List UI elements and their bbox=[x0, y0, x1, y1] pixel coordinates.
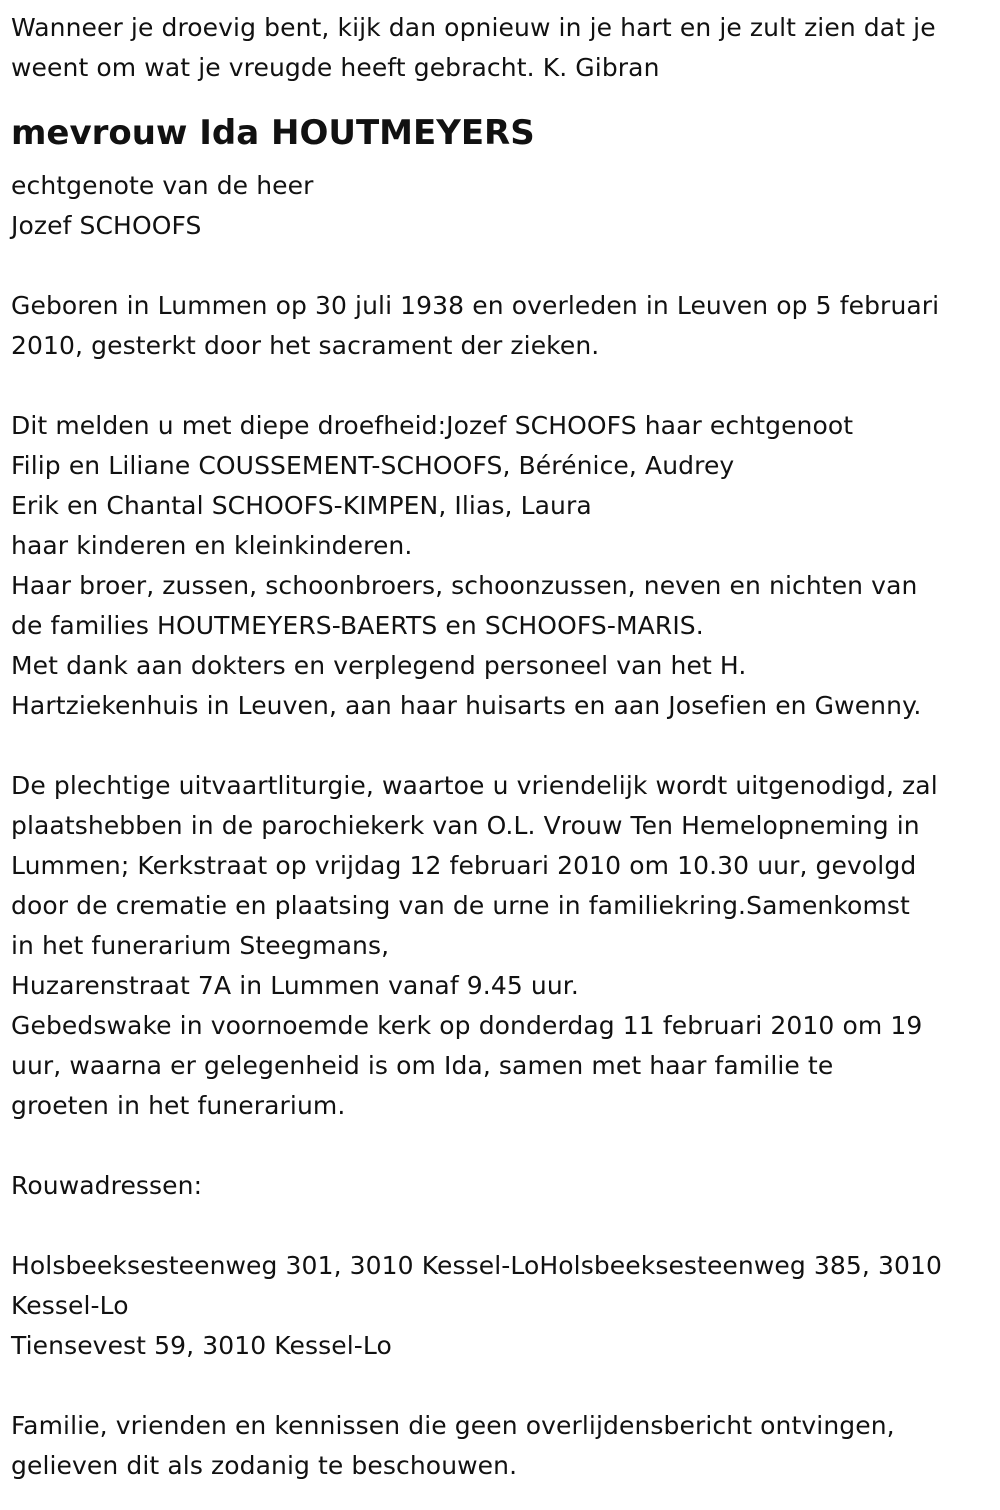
paragraph-line: De plechtige uitvaartliturgie, waartoe u vriendelijk wordt uitgenodigd, zal bbox=[11, 771, 938, 800]
paragraph-line: Haar broer, zussen, schoonbroers, schoonzussen, neven en nichten van bbox=[11, 571, 918, 600]
addresses-list bbox=[11, 1246, 990, 1366]
funeral-paragraph bbox=[11, 766, 990, 1126]
quote bbox=[11, 8, 990, 88]
paragraph-line: door de crematie en plaatsing van de urne in familiekring.Samenkomst bbox=[11, 891, 910, 920]
spacer bbox=[11, 246, 990, 286]
paragraph-line: Erik en Chantal SCHOOFS-KIMPEN, Ilias, Laura bbox=[11, 491, 592, 520]
spacer bbox=[11, 726, 990, 766]
spacer bbox=[11, 366, 990, 406]
spacer bbox=[11, 1366, 990, 1406]
deceased-name: mevrouw Ida HOUTMEYERS bbox=[11, 113, 535, 153]
paragraph-line: Hartziekenhuis in Leuven, aan haar huisarts en aan Josefien en Gwenny. bbox=[11, 691, 922, 720]
paragraph-line: Dit melden u met diepe droefheid:Jozef SCHOOFS haar echtgenoot bbox=[11, 411, 854, 440]
address-line: Holsbeeksesteenweg 301, 3010 Kessel-LoHolsbeeksesteenweg 385, 3010 bbox=[11, 1251, 943, 1280]
paragraph-line: Huzarenstraat 7A in Lummen vanaf 9.45 uur. bbox=[11, 971, 579, 1000]
spouse-line: echtgenote van de heer bbox=[11, 171, 314, 200]
address-line: Tiensevest 59, 3010 Kessel-Lo bbox=[11, 1331, 392, 1360]
paragraph-line: groeten in het funerarium. bbox=[11, 1091, 346, 1120]
spacer bbox=[11, 1206, 990, 1246]
paragraph-line: de families HOUTMEYERS-BAERTS en SCHOOFS-MARIS. bbox=[11, 611, 704, 640]
paragraph-line: Lummen; Kerkstraat op vrijdag 12 februari 2010 om 10.30 uur, gevolgd bbox=[11, 851, 917, 880]
paragraph-line: Filip en Liliane COUSSEMENT-SCHOOFS, Bérénice, Audrey bbox=[11, 451, 735, 480]
paragraph-line: Familie, vrienden en kennissen die geen overlijdensbericht ontvingen, bbox=[11, 1411, 895, 1440]
spouse-info bbox=[11, 166, 990, 246]
paragraph-line: in het funerarium Steegmans, bbox=[11, 931, 390, 960]
paragraph-line: gelieven dit als zodanig te beschouwen. bbox=[11, 1451, 518, 1480]
paragraph-line: Met dank aan dokters en verplegend personeel van het H. bbox=[11, 651, 747, 680]
closing-paragraph bbox=[11, 1406, 990, 1486]
paragraph-line: haar kinderen en kleinkinderen. bbox=[11, 531, 413, 560]
paragraph-line: Gebedswake in voornoemde kerk op donderdag 11 februari 2010 om 19 bbox=[11, 1011, 923, 1040]
family-paragraph bbox=[11, 406, 990, 726]
paragraph-line: Geboren in Lummen op 30 juli 1938 en overleden in Leuven op 5 februari bbox=[11, 291, 940, 320]
spacer bbox=[11, 1126, 990, 1166]
addresses-label: Rouwadressen: bbox=[11, 1171, 203, 1200]
quote-line: weent om wat je vreugde heeft gebracht. K. Gibran bbox=[11, 53, 660, 82]
birth-death-paragraph bbox=[11, 286, 990, 366]
spouse-line: Jozef SCHOOFS bbox=[11, 211, 202, 240]
paragraph-line: uur, waarna er gelegenheid is om Ida, samen met haar familie te bbox=[11, 1051, 834, 1080]
address-line: Kessel-Lo bbox=[11, 1291, 129, 1320]
paragraph-line: 2010, gesterkt door het sacrament der zieken. bbox=[11, 331, 600, 360]
paragraph-line: plaatshebben in de parochiekerk van O.L. Vrouw Ten Hemelopneming in bbox=[11, 811, 920, 840]
quote-line: Wanneer je droevig bent, kijk dan opnieuw in je hart en je zult zien dat je bbox=[11, 13, 936, 42]
